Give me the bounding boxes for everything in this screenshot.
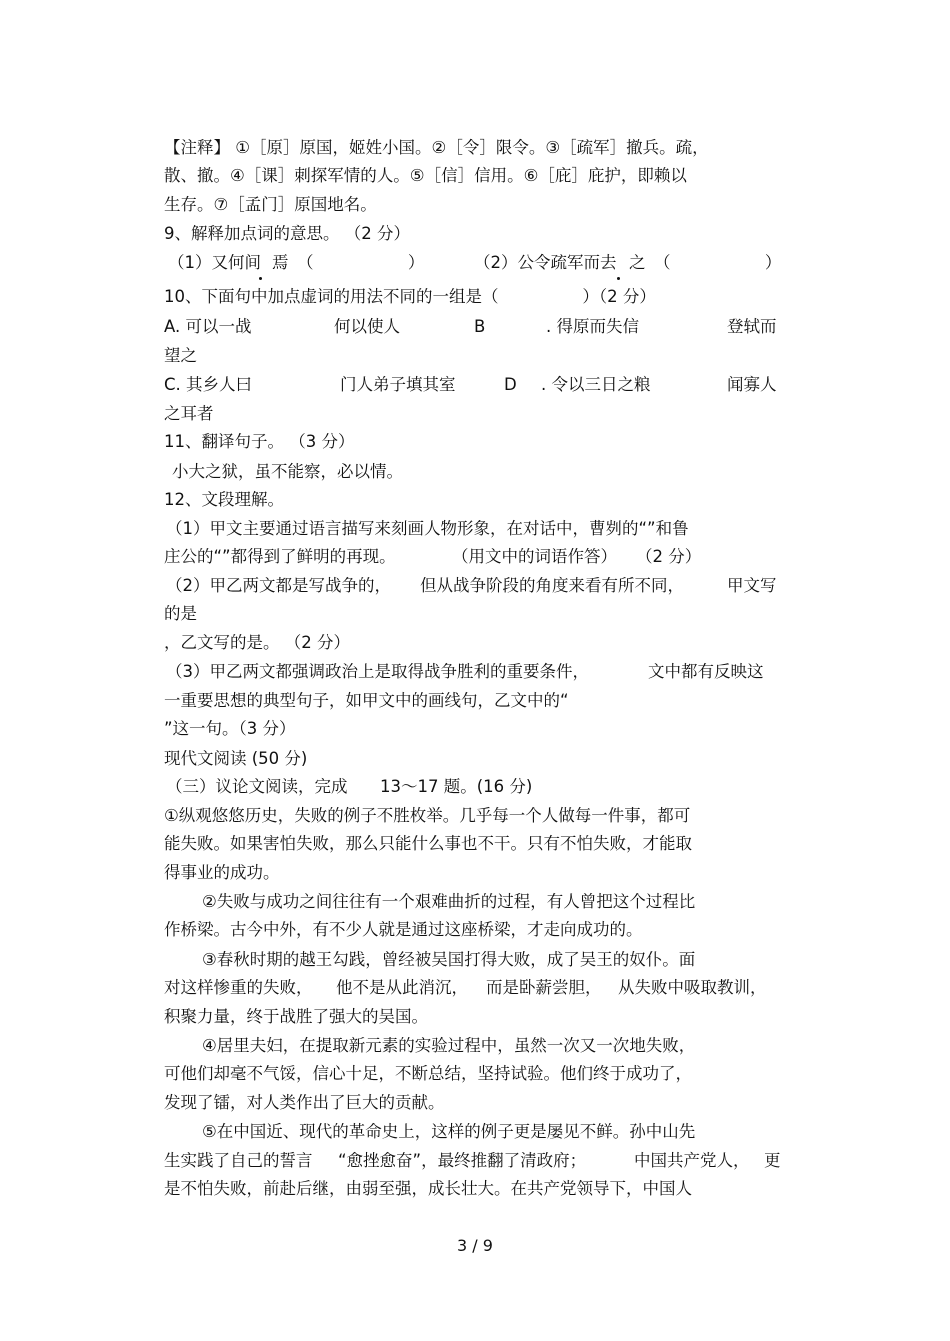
q9-part2-blank: （ ） [654,253,782,272]
emphasis-dot [259,277,262,280]
q10-option-d-label: D [504,375,517,394]
q9-part2-dotted-word: 之 [629,253,646,272]
essay-p3-line2a: 对这样惨重的失败， [164,978,313,997]
q10-option-a2: 何以使人 [334,317,400,336]
essay-p4-line1: ④居里夫妇，在提取新元素的实验过程中，虽然一次又一次地失败， [202,1036,696,1055]
q12-title: 12、文段理解。 [164,490,284,509]
essay-p1-line2: 能失败。如果害怕失败，那么只能什么事也不干。只有不怕失败，才能取 [164,834,692,853]
q10-option-b2: 登轼而 [727,317,777,336]
section-modern-reading: 现代文阅读 (50 分) [164,749,308,768]
section-part3-a: （三）议论文阅读，完成 [166,777,348,796]
q10-option-b-label: B [474,317,486,336]
q10-title: 10、下面句中加点虚词的用法不同的一组是（ ）（2 分） [164,287,656,306]
q10-option-c2: 门人弟子填其室 [340,375,456,394]
essay-p3-line2b: 他不是从此消沉， [336,978,468,997]
q10-option-b-cont: 望之 [164,346,197,365]
q12-s2-line1b: 但从战争阶段的角度来看有所不同， [420,576,684,595]
q9-part1-dotted-word: 焉 [272,253,289,272]
q10-option-c1: C. 其乡人曰 [164,375,253,394]
emphasis-dot [617,277,620,280]
q10-option-d2: 闻寡人 [727,375,777,394]
essay-p5-line2b: “愈挫愈奋”，最终推翻了清政府； [338,1151,587,1170]
q9-part2: （2）公令疏军而去 [474,253,617,272]
q12-s1-line2b: （用文中的词语作答） [452,547,617,566]
essay-p5-line3: 是不怕失败，前赴后继，由弱至强，成长壮大。在共产党领导下，中国人 [164,1179,692,1198]
section-part3-b: 13～17 题。(16 分) [380,777,533,796]
note-line-1: 【注释】 ①［原］原国，姬姓小国。②［令］限令。③［疏军］撤兵。疏， [164,138,709,157]
q10-option-b1: . 得原而失信 [546,317,639,336]
note-line-2: 散、撤。④［课］刺探军情的人。⑤［信］信用。⑥［庇］庇护，即赖以 [164,166,687,185]
q9-title: 9、解释加点词的意思。 （2 分） [164,224,410,243]
essay-p2-line2: 作桥梁。古今中外，有不少人就是通过这座桥梁，才走向成功的。 [164,920,643,939]
essay-p3-line2c: 而是卧薪尝胆， [486,978,602,997]
essay-p3-line1: ③春秋时期的越王勾践，曾经被吴国打得大败，成了吴王的奴仆。面 [202,950,696,969]
q9-part1: （1）又何间 [168,253,261,272]
essay-p2-line1: ②失败与成功之间往往有一个艰难曲折的过程，有人曾把这个过程比 [202,892,696,911]
q11-sentence: 小大之狱，虽不能察，必以情。 [172,462,403,481]
q12-s1-line2a: 庄公的“”都得到了鲜明的再现。 [164,547,396,566]
q10-option-d-cont: 之耳者 [164,404,214,423]
q10-option-a1: A. 可以一战 [164,317,252,336]
note-line-3: 生存。⑦［孟门］原国地名。 [164,195,377,214]
essay-p5-line2a: 生实践了自己的誓言 [164,1151,313,1170]
essay-p5-line2d: 更 [764,1151,781,1170]
essay-p3-line2d: 从失败中吸取教训， [618,978,767,997]
essay-p4-line3: 发现了镭，对人类作出了巨大的贡献。 [164,1093,445,1112]
essay-p4-line2: 可他们却毫不气馁，信心十足，不断总结，坚持试验。他们终于成功了， [164,1064,692,1083]
q12-s3-line3: ”这一句。（3 分） [164,719,296,738]
essay-p1-line1: ①纵观悠悠历史，失败的例子不胜枚举。几乎每一个人做每一件事，都可 [164,806,691,825]
q12-s2-line1c: 甲文写 [727,576,777,595]
q12-s3-line1a: （3）甲乙两文都强调政治上是取得战争胜利的重要条件， [166,662,589,681]
essay-p5-line1: ⑤在中国近、现代的革命史上，这样的例子更是屡见不鲜。孙中山先 [202,1122,696,1141]
q11-title: 11、翻译句子。 （3 分） [164,432,355,451]
q10-option-d1: . 令以三日之粮 [541,375,651,394]
q12-s1-line2c: （2 分） [636,547,702,566]
q12-s2-line3: ，乙文写的是。 （2 分） [164,633,350,652]
q12-s3-line1b: 文中都有反映这 [648,662,764,681]
q12-s2-line2: 的是 [164,604,197,623]
q12-s2-line1a: （2）甲乙两文都是写战争的， [166,576,391,595]
essay-p3-line3: 积聚力量，终于战胜了强大的吴国。 [164,1007,428,1026]
q9-part1-blank: （ ） [297,253,425,272]
essay-p1-line3: 得事业的成功。 [164,863,280,882]
q12-s3-line2: 一重要思想的典型句子，如甲文中的画线句，乙文中的“ [164,691,569,710]
page-number: 3 / 9 [457,1236,493,1255]
q12-s1-line1: （1）甲文主要通过语言描写来刻画人物形象，在对话中，曹刿的“”和鲁 [166,519,689,538]
essay-p5-line2c: 中国共产党人， [634,1151,750,1170]
